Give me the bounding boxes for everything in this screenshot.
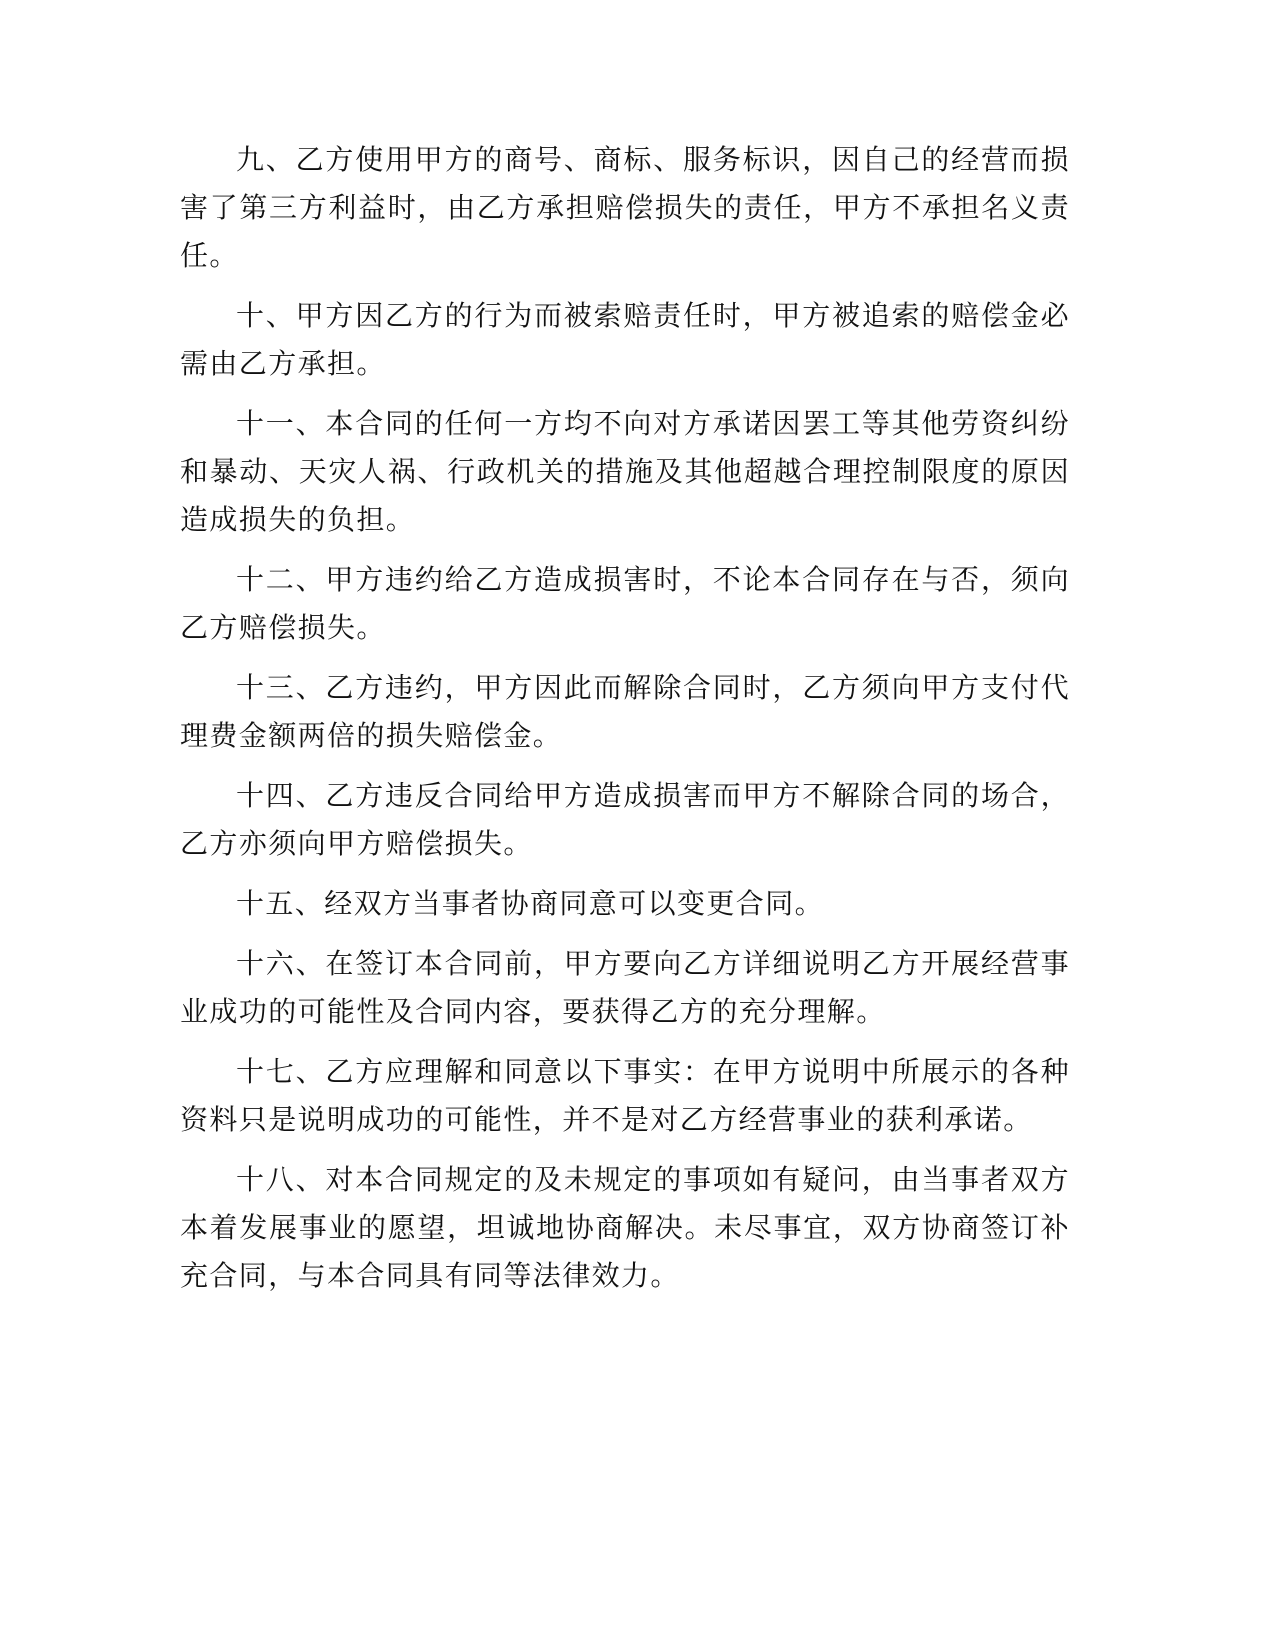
clause-14: 十四、乙方违反合同给甲方造成损害而甲方不解除合同的场合，乙方亦须向甲方赔偿损失。 bbox=[180, 779, 1070, 860]
clause-10: 十、甲方因乙方的行为而被索赔责任时，甲方被追索的赔偿金必需由乙方承担。 bbox=[180, 299, 1070, 380]
clause-17: 十七、乙方应理解和同意以下事实：在甲方说明中所展示的各种资料只是说明成功的可能性，并不是对乙方经营事业的获利承诺。 bbox=[180, 1055, 1070, 1136]
document-body bbox=[180, 136, 1070, 1312]
clause-11: 十一、本合同的任何一方均不向对方承诺因罢工等其他劳资纠纷和暴动、天灾人祸、行政机关的措施及其他超越合理控制限度的原因造成损失的负担。 bbox=[180, 407, 1070, 536]
clause-15: 十五、经双方当事者协商同意可以变更合同。 bbox=[236, 887, 825, 920]
clause-13: 十三、乙方违约，甲方因此而解除合同时，乙方须向甲方支付代理费金额两倍的损失赔偿金。 bbox=[180, 671, 1070, 752]
clause-16: 十六、在签订本合同前，甲方要向乙方详细说明乙方开展经营事业成功的可能性及合同内容，要获得乙方的充分理解。 bbox=[180, 947, 1070, 1028]
clause-12: 十二、甲方违约给乙方造成损害时，不论本合同存在与否，须向乙方赔偿损失。 bbox=[180, 563, 1070, 644]
clause-18: 十八、对本合同规定的及未规定的事项如有疑问，由当事者双方本着发展事业的愿望，坦诚地协商解决。未尽事宜，双方协商签订补充合同，与本合同具有同等法律效力。 bbox=[180, 1163, 1070, 1292]
clause-9: 九、乙方使用甲方的商号、商标、服务标识，因自己的经营而损害了第三方利益时，由乙方承担赔偿损失的责任，甲方不承担名义责任。 bbox=[180, 143, 1070, 272]
